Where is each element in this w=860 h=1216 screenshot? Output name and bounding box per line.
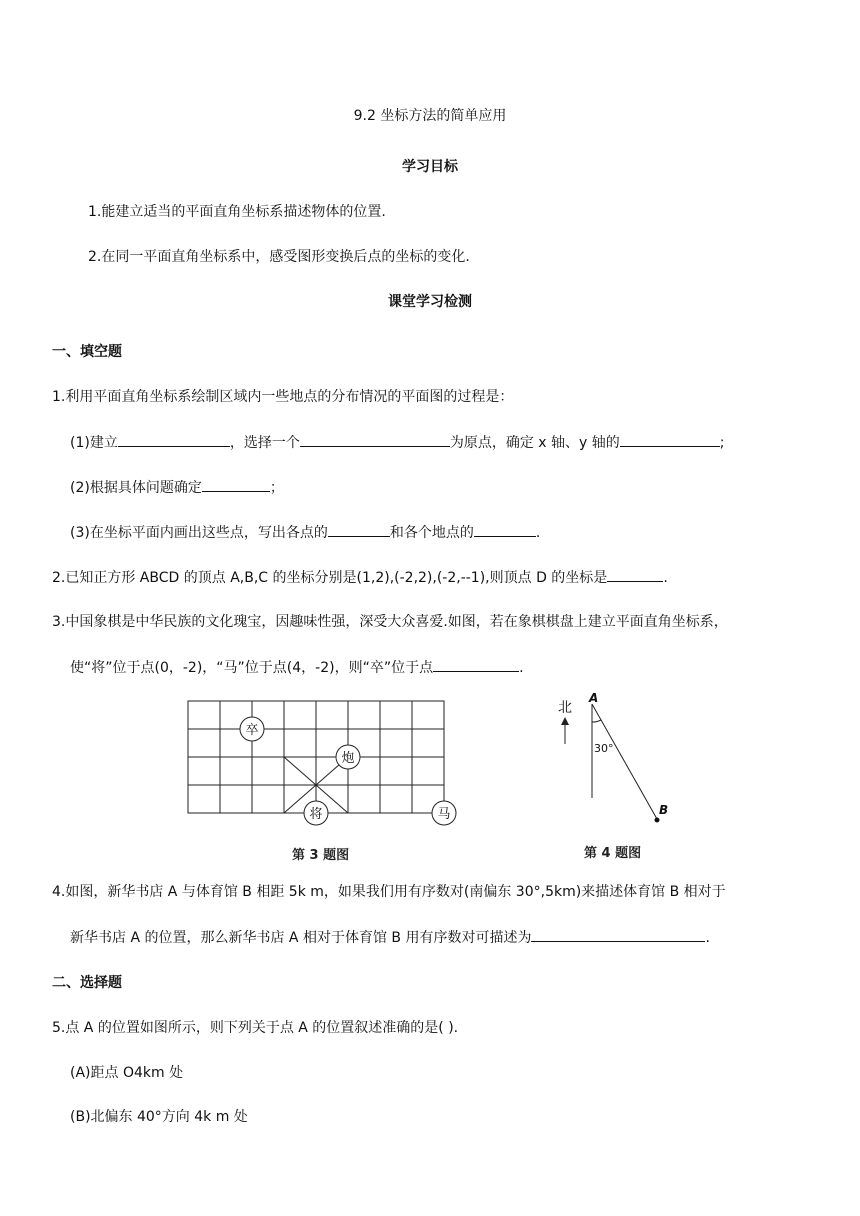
north-label: 北 [558, 700, 572, 716]
q1-blank-1[interactable] [118, 432, 230, 447]
q3-line1: 3.中国象棋是中华民族的文化瑰宝，因趣味性强，深受大众喜爱.如图，若在象棋棋盘上建立平面直角坐标系， [52, 614, 728, 630]
piece-jiang [304, 801, 328, 825]
q1-blank-5[interactable] [328, 522, 390, 537]
q5-option-a[interactable]: (A)距点 O4km 处 [70, 1065, 184, 1081]
q1-p1-text-a: (1)建立 [70, 435, 118, 451]
q1-blank-4[interactable] [202, 477, 270, 492]
q1-blank-3[interactable] [620, 432, 720, 447]
q1-part3 [70, 522, 540, 543]
angle-label: 30° [594, 742, 614, 755]
q1-p3-text-a: (3)在坐标平面内画出这些点，写出各点的 [70, 525, 328, 541]
north-arrow-icon [561, 717, 569, 725]
piece-pao [336, 745, 360, 769]
q1-blank-6[interactable] [474, 522, 536, 537]
objectives-heading: 学习目标 [402, 159, 458, 175]
segment-ab [592, 704, 657, 819]
check-heading: 课堂学习检测 [388, 294, 472, 310]
q1-stem: 1.利用平面直角坐标系绘制区域内一些地点的分布情况的平面图的过程是： [52, 389, 514, 405]
objective-2: 2.在同一平面直角坐标系中，感受图形变换后点的坐标的变化. [88, 249, 470, 265]
q2-end: . [663, 570, 668, 586]
q5-option-b[interactable]: (B)北偏东 40°方向 4k m 处 [70, 1109, 248, 1125]
q1-part2 [70, 477, 284, 498]
fig4-caption: 第 4 题图 [584, 846, 642, 861]
point-b-label: B [659, 803, 669, 817]
q4-end: . [705, 930, 710, 946]
section2-heading: 二、选择题 [52, 975, 122, 991]
q4-line2-text: 新华书店 A 的位置，那么新华书店 A 相对于体育馆 B 用有序数对可描述为 [70, 930, 532, 946]
q4-line2 [70, 927, 710, 948]
angle-arc [592, 720, 601, 722]
q3-line2 [70, 657, 524, 678]
q1-p1-text-d: ; [719, 435, 725, 451]
fig3-caption: 第 3 题图 [292, 848, 350, 863]
q2-text: 2.已知正方形 ABCD 的顶点 A,B,C 的坐标分别是(1,2),(-2,2),(-2,--1),则顶点 D 的坐标是 [52, 570, 608, 586]
q3-blank[interactable] [433, 657, 519, 672]
q1-blank-2[interactable] [300, 432, 450, 447]
q1-p3-text-c: . [535, 525, 541, 541]
q1-p1-text-c: 为原点，确定 x 轴、y 轴的 [449, 435, 620, 451]
q1-part1 [70, 432, 724, 453]
q1-p2-text-b: ； [269, 480, 284, 496]
piece-pao-label: 炮 [341, 751, 355, 766]
piece-ma [432, 801, 456, 825]
point-a-label: A [589, 692, 599, 705]
q1-p2-text-a: (2)根据具体问题确定 [70, 480, 202, 496]
q5-stem: 5.点 A 的位置如图所示，则下列关于点 A 的位置叙述准确的是( ). [52, 1020, 459, 1036]
q2 [52, 567, 668, 588]
q4-line1: 4.如图，新华书店 A 与体育馆 B 相距 5k m，如果我们用有序数对(南偏东 30°,5km)来描述体育馆 B 相对于 [52, 884, 726, 900]
piece-ma-label: 马 [437, 807, 451, 822]
q3-end: . [519, 660, 524, 676]
point-b-dot [655, 818, 660, 823]
piece-jiang-label: 将 [309, 807, 323, 822]
doc-title: 9.2 坐标方法的简单应用 [353, 108, 507, 124]
section1-heading: 一、填空题 [52, 344, 122, 360]
direction-figure [550, 692, 680, 832]
q3-line2-text: 使“将”位于点(0，-2)，“马”位于点(4，-2)，则“卒”位于点 [70, 660, 434, 676]
q4-blank[interactable] [531, 927, 705, 942]
piece-zu-label: 卒 [245, 723, 259, 738]
objective-1: 1.能建立适当的平面直角坐标系描述物体的位置. [88, 204, 386, 220]
piece-zu [240, 717, 264, 741]
q1-p1-text-b: ，选择一个 [229, 435, 300, 451]
chess-board-figure [185, 698, 465, 828]
chess-board-grid [188, 701, 444, 813]
q1-p3-text-b: 和各个地点的 [389, 525, 474, 541]
q2-blank[interactable] [607, 567, 663, 582]
